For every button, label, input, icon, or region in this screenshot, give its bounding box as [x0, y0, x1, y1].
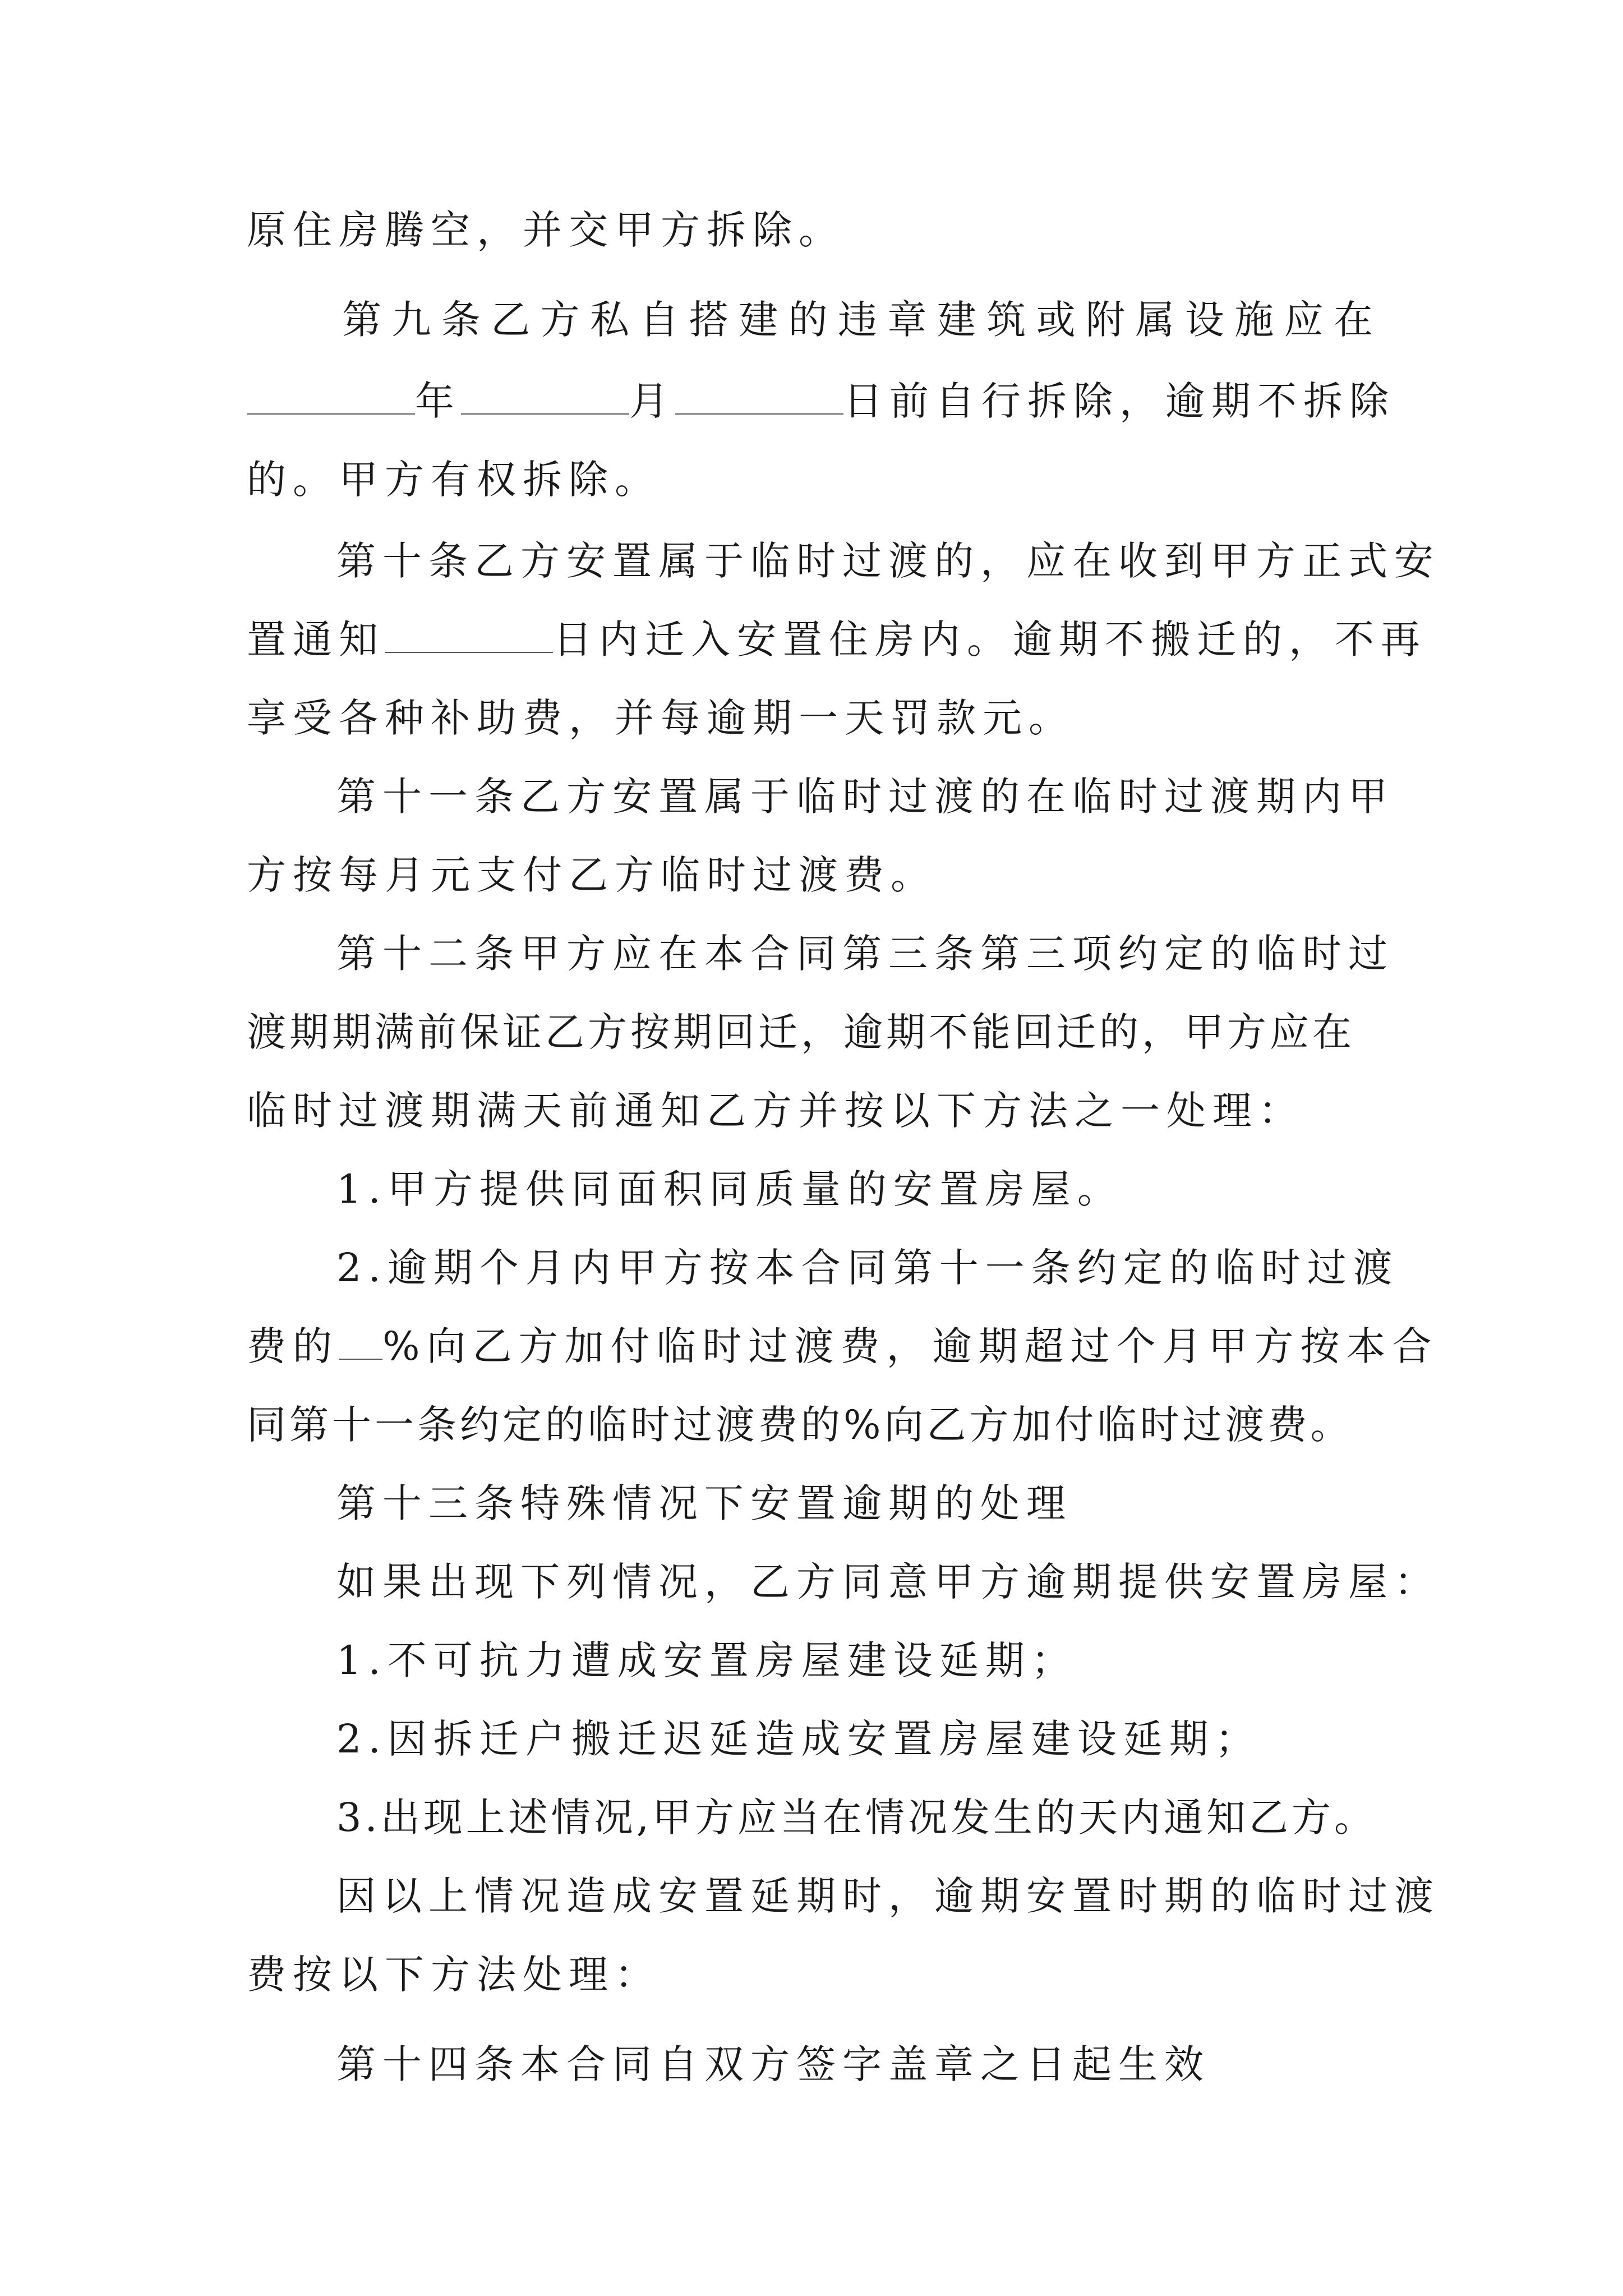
text-segment: 原住房腾空，并交甲方拆除。	[247, 207, 845, 253]
text-segment: 方按每月元支付乙方临时过渡费。	[247, 852, 937, 898]
text-line	[247, 452, 661, 508]
text-segment: 1.不可抗力遭成安置房屋建设延期；	[336, 1637, 1077, 1683]
text-segment: 费的	[247, 1323, 339, 1369]
text-line	[247, 1004, 1355, 1060]
text-line	[336, 926, 1394, 982]
text-segment: 第九条乙方私自搭建的违章建筑或附属设施应在	[342, 297, 1380, 343]
text-line	[247, 1318, 1438, 1374]
text-segment: 月	[629, 378, 675, 424]
text-segment: 第十条乙方安置属于临时过渡的，应在收到甲方正式安	[336, 538, 1440, 584]
text-segment: 2.因拆迁户搬迁迟延造成安置房屋建设延期；	[336, 1716, 1261, 1762]
blank-line	[247, 380, 415, 415]
text-segment: 3.出现上述情况,甲方应当在情况发生的天内通知乙方。	[336, 1795, 1377, 1841]
text-line	[247, 1083, 1304, 1139]
text-line	[336, 1240, 1399, 1296]
text-line	[336, 1161, 1123, 1217]
text-segment: 临时过渡期满天前通知乙方并按以下方法之一处理：	[247, 1088, 1304, 1134]
text-line	[336, 533, 1440, 589]
text-segment: 同第十一条约定的临时过渡费的%向乙方加付临时过渡费。	[247, 1402, 1353, 1448]
text-line	[336, 1632, 1077, 1688]
text-segment: 享受各种补助费，并每逾期一天罚款元。	[247, 695, 1075, 741]
text-line	[247, 1947, 661, 2003]
text-line	[336, 1868, 1440, 1924]
text-segment: 年	[415, 378, 461, 424]
text-segment: 日前自行拆除，逾期不拆除	[843, 378, 1395, 424]
text-line	[336, 1554, 1440, 1610]
blank-line	[461, 380, 629, 415]
text-line	[247, 611, 1427, 668]
text-line	[342, 292, 1380, 348]
text-segment: 的。甲方有权拆除。	[247, 457, 661, 503]
text-line	[247, 690, 1075, 746]
text-line	[336, 2036, 1210, 2092]
text-segment: 第十一条乙方安置属于临时过渡的在临时过渡期内甲	[336, 774, 1394, 820]
text-segment: 如果出现下列情况，乙方同意甲方逾期提供安置房屋：	[336, 1559, 1440, 1605]
text-line	[336, 1475, 1072, 1531]
text-segment: 置通知	[247, 616, 385, 662]
text-segment: 第十三条特殊情况下安置逾期的处理	[336, 1480, 1072, 1526]
text-line	[336, 769, 1394, 825]
text-segment: 渡期期满前保证乙方按期回迁，逾期不能回迁的，甲方应在	[247, 1009, 1355, 1055]
text-segment: 2.逾期个月内甲方按本合同第十一条约定的临时过渡	[336, 1245, 1399, 1291]
text-segment: 日内迁入安置住房内。逾期不搬迁的，不再	[553, 616, 1427, 662]
text-segment: 第十四条本合同自双方签字盖章之日起生效	[336, 2041, 1210, 2087]
text-segment: 1.甲方提供同面积同质量的安置房屋。	[336, 1166, 1123, 1212]
text-line	[336, 1789, 1377, 1846]
text-segment: %向乙方加付临时过渡费，逾期超过个月甲方按本合	[382, 1323, 1438, 1369]
blank-line	[675, 380, 843, 415]
text-line	[247, 373, 1395, 429]
text-segment: 因以上情况造成安置延期时，逾期安置时期的临时过渡	[336, 1873, 1440, 1919]
text-line	[247, 847, 937, 903]
text-line	[247, 1397, 1353, 1453]
blank-line	[385, 618, 553, 653]
text-segment: 第十二条甲方应在本合同第三条第三项约定的临时过	[336, 931, 1394, 977]
text-segment: 费按以下方法处理：	[247, 1952, 661, 1998]
text-line	[336, 1711, 1261, 1767]
text-line	[247, 202, 845, 258]
blank-line	[339, 1325, 382, 1360]
